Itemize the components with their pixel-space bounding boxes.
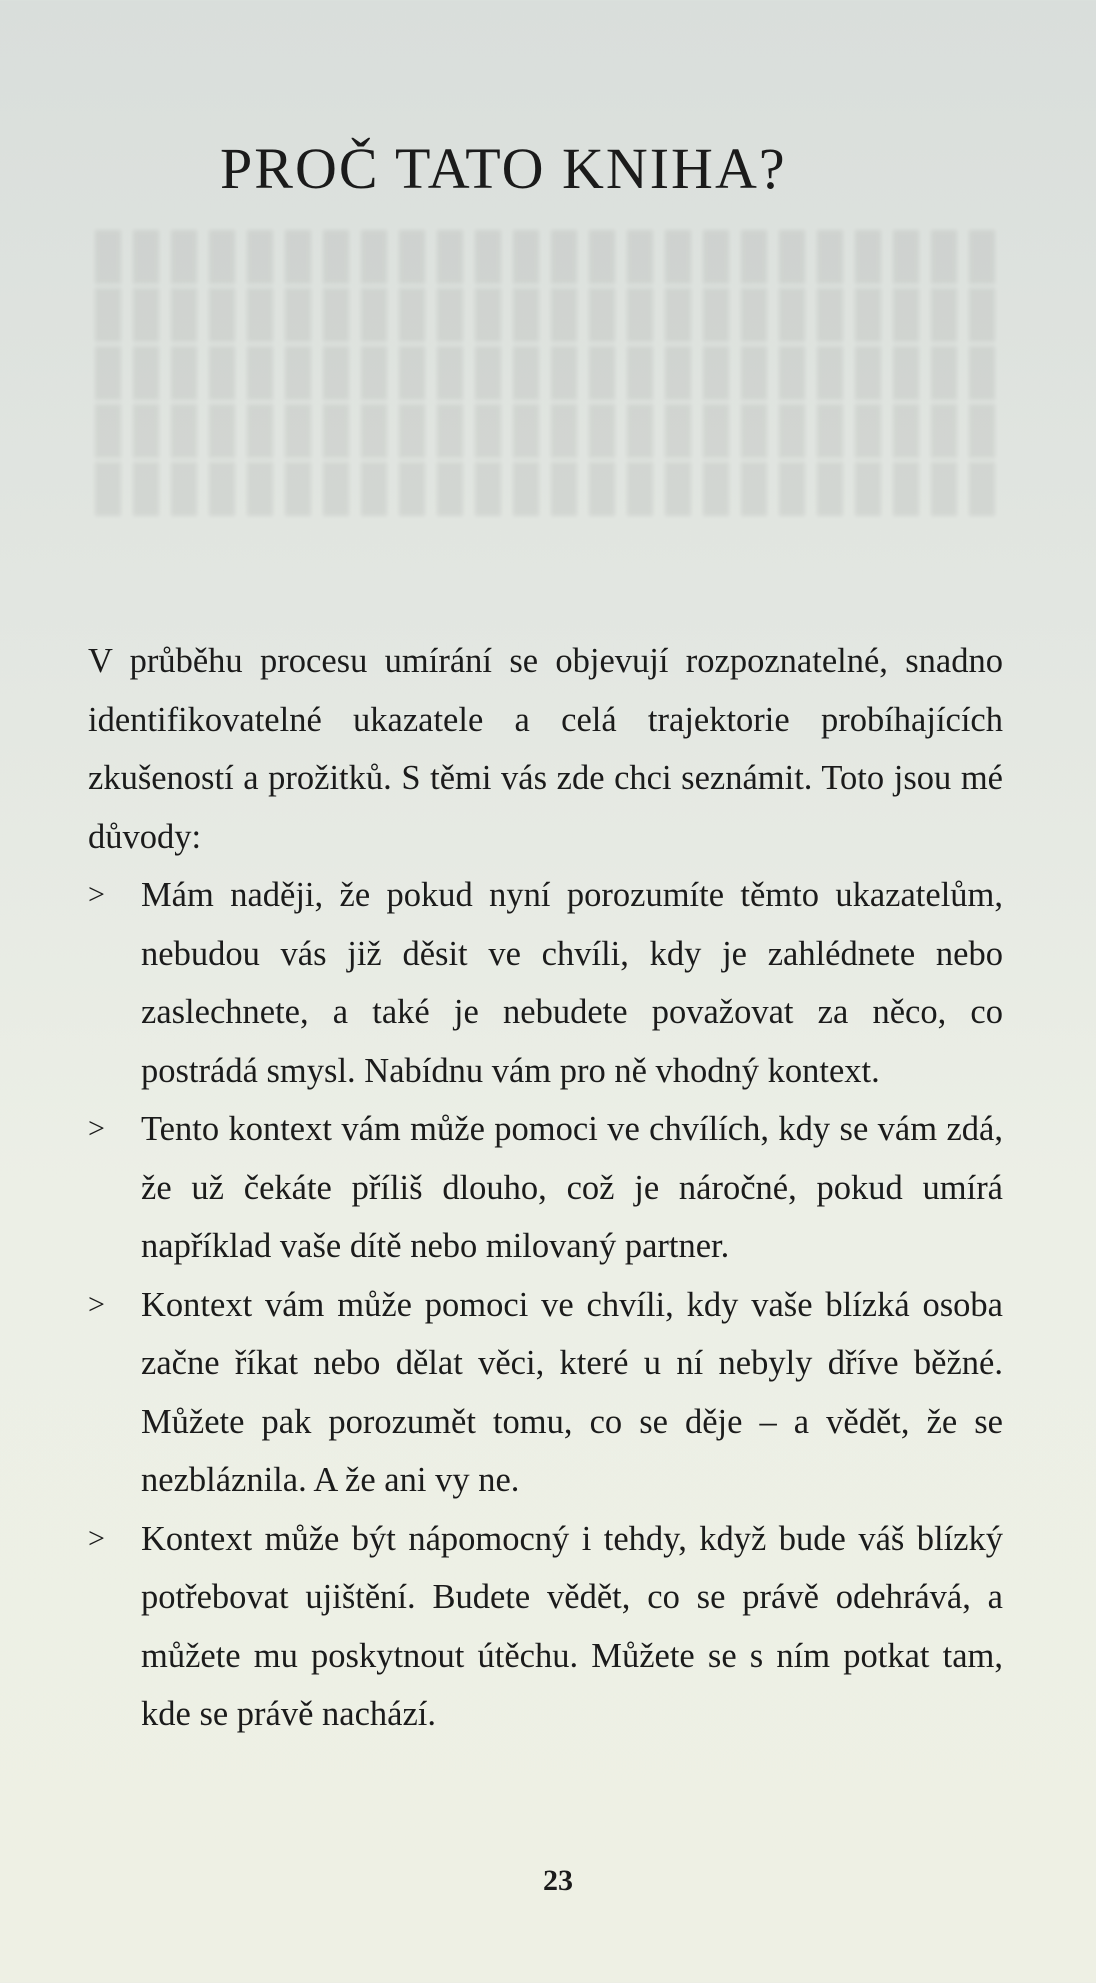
list-item-text: Mám naději, že pokud nyní porozumíte těmto ukazatelům, nebudou vás již děsit ve chvíli, kdy je zahlédnete nebo zaslechnete, a také je nebudete považovat za něco, co postrádá smysl. Nabídnu vám pro ně vhodný kontext. [141,876,1003,1090]
list-item-text: Kontext může být nápomocný i tehdy, když bude váš blízký potřebovat ujištění. Budete vědět, co se právě odehrává, a můžete mu poskytnout útěchu. Můžete se s ním potkat tam, kde se právě nachází. [141,1519,1003,1733]
list-item [88,1510,1003,1744]
page-number: 23 [543,1864,573,1897]
list-item-text: Kontext vám může pomoci ve chvíli, kdy vaše blízká osoba začne říkat nebo dělat věci, které u ní nebyly dříve běžné. Můžete pak porozumět tomu, co se děje – a vědět, že se nezbláznila. A že ani vy ne. [141,1285,1003,1499]
bullet-marker: > [88,878,105,911]
list-item [88,1276,1003,1510]
bullet-marker: > [88,1521,105,1555]
reasons-list [88,866,1003,1744]
bullet-marker: > [88,1287,105,1321]
chapter-title: PROČ TATO KNIHA? [220,136,787,201]
list-item [88,866,1003,1100]
intro-paragraph: V průběhu procesu umírání se objevují rozpoznatelné, snadno identifikovatelné ukazatele a celá trajektorie probíhajících zkušeností a prožitků. S těmi vás zde chci seznámit. Toto jsou mé důvody: [88,642,1003,856]
show-through-text [95,230,995,520]
body-text [88,632,1003,1744]
list-item [88,1100,1003,1276]
bullet-marker: > [88,1112,105,1145]
list-item-text: Tento kontext vám může pomoci ve chvílích, kdy se vám zdá, že už čekáte příliš dlouho, což je náročné, pokud umírá například vaše dítě nebo milovaný partner. [141,1110,1003,1265]
